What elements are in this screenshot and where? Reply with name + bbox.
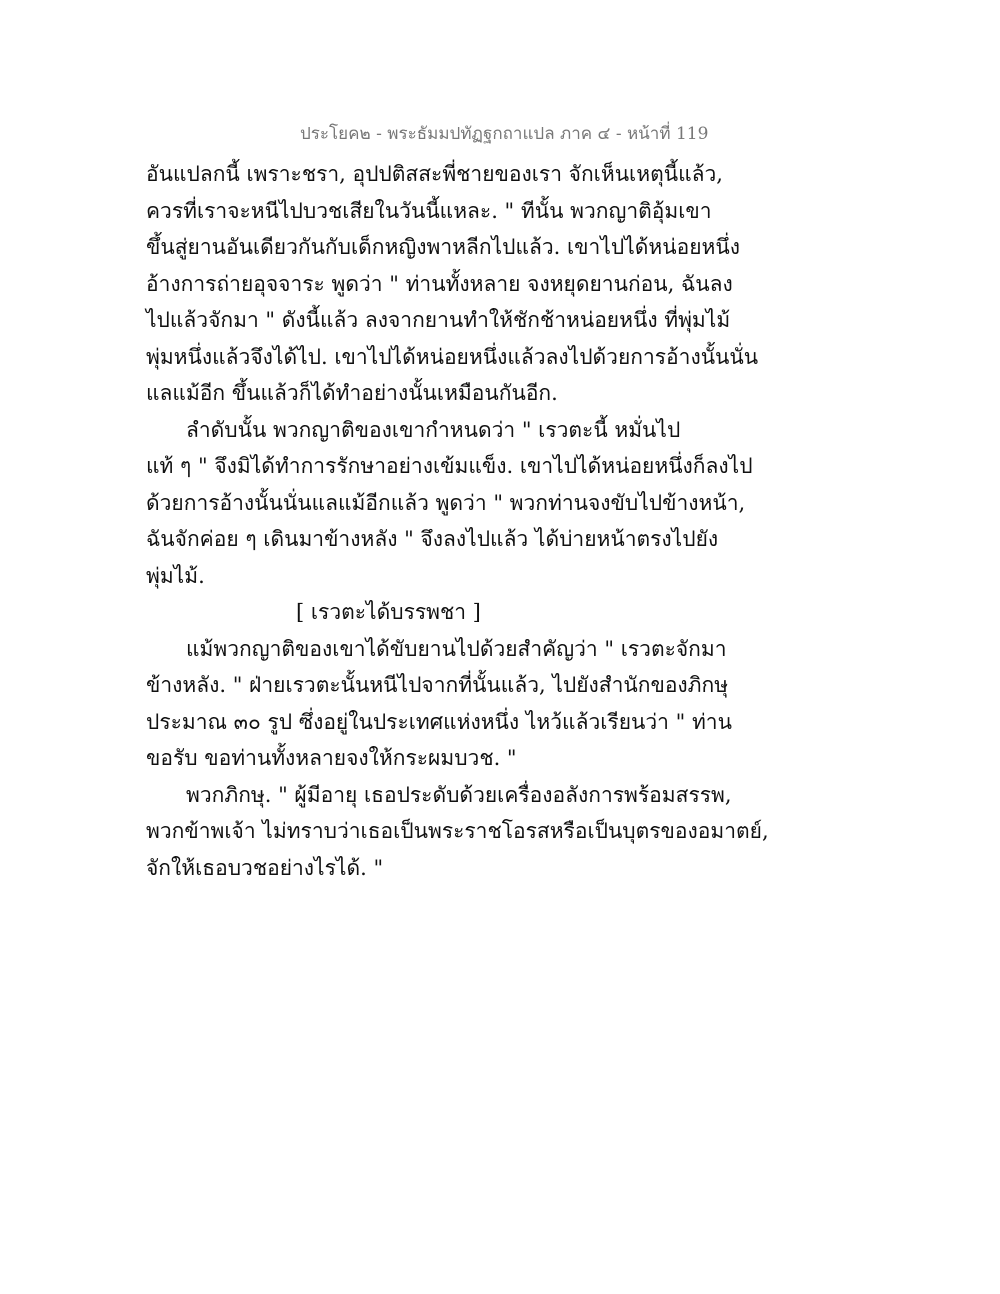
text-line: ควรที่เราจะหนีไปบวชเสียในวันนี้แหละ. " ทีนั้น พวกญาติอุ้มเขา xyxy=(146,198,712,223)
text-line: ฉันจักค่อย ๆ เดินมาข้างหลัง " จึงลงไปแล้ว ได้บ่ายหน้าตรงไปยัง xyxy=(146,527,719,551)
text-line: อ้างการถ่ายอุจจาระ พูดว่า " ท่านทั้งหลาย จงหยุดยานก่อน, ฉันลง xyxy=(146,271,733,296)
text-line: แลแม้อีก ขึ้นแล้วก็ได้ทำอย่างนั้นเหมือนกันอีก. xyxy=(146,381,558,405)
text-line: ขอรับ ขอท่านทั้งหลายจงให้กระผมบวช. " xyxy=(146,746,517,770)
paragraph-1 xyxy=(146,156,759,412)
text-line: ไปแล้วจักมา " ดังนี้แล้ว ลงจากยานทำให้ชักช้าหน่อยหนึ่ง ที่พุ่มไม้ xyxy=(146,308,731,332)
text-line: ด้วยการอ้างนั้นนั่นแลแม้อีกแล้ว พูดว่า " พวกท่านจงขับไปข้างหน้า, xyxy=(146,490,746,515)
text-line: พวกข้าพเจ้า ไม่ทราบว่าเธอเป็นพระราชโอรสหรือเป็นบุตรของอมาตย์, xyxy=(146,819,769,843)
text-line: พุ่มไม้. xyxy=(146,563,205,588)
text-line: ข้างหลัง. " ฝ่ายเรวตะนั้นหนีไปจากที่นั้นแล้ว, ไปยังสำนักของภิกษุ xyxy=(146,673,729,697)
running-header: ประโยค๒ - พระธัมมปทัฏฐกถาแปล ภาค ๔ - หน้าที่ 119 xyxy=(300,124,709,144)
text-line: ขึ้นสู่ยานอันเดียวกันกับเด็กหญิงพาหลีกไปแล้ว. เขาไปได้หน่อยหนึ่ง xyxy=(146,235,740,259)
section-heading: [ เรวตะได้บรรพชา ] xyxy=(296,600,481,624)
text-line: พวกภิกษุ. " ผู้มีอายุ เธอประดับด้วยเครื่องอลังการพร้อมสรรพ, xyxy=(186,782,732,807)
paragraph-4 xyxy=(146,777,769,887)
paragraph-3 xyxy=(146,631,732,777)
text-line: ลำดับนั้น พวกญาติของเขากำหนดว่า " เรวตะนี้ หมั่นไป xyxy=(186,417,681,442)
paragraph-2 xyxy=(146,412,753,595)
page-body xyxy=(146,156,769,886)
text-line: อันแปลกนี้ เพราะชรา, อุปปติสสะพี่ชายของเรา จักเห็นเหตุนี้แล้ว, xyxy=(146,162,723,186)
text-line: จักให้เธอบวชอย่างไรได้. " xyxy=(146,855,384,880)
text-line: แท้ ๆ " จึงมิได้ทำการรักษาอย่างเข้มแข็ง. เขาไปได้หน่อยหนึ่งก็ลงไป xyxy=(146,454,753,478)
text-line: แม้พวกญาติของเขาได้ขับยานไปด้วยสำคัญว่า " เรวตะจักมา xyxy=(186,636,727,661)
text-line: ประมาณ ๓๐ รูป ซึ่งอยู่ในประเทศแห่งหนึ่ง ไหว้แล้วเรียนว่า " ท่าน xyxy=(146,709,732,734)
text-line: พุ่มหนึ่งแล้วจึงได้ไป. เขาไปได้หน่อยหนึ่งแล้วลงไปด้วยการอ้างนั้นนั่น xyxy=(146,344,759,369)
